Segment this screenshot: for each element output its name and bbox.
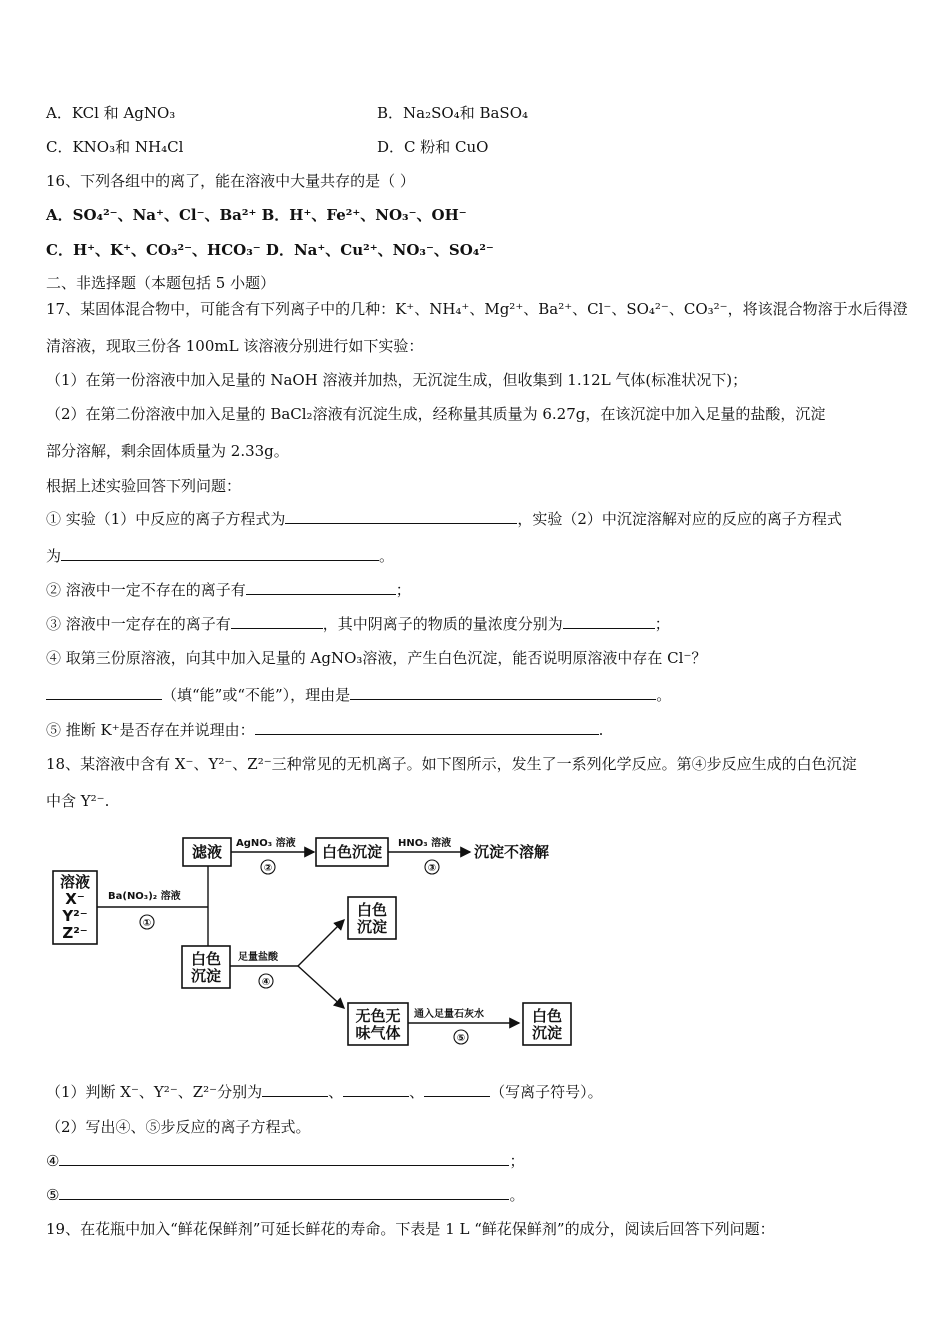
white-precipitate-3-line-1: 白色 [356, 901, 388, 919]
q16-stem: 16、下列各组中的离了，能在溶液中大量共存的是（ ） [46, 172, 415, 190]
reagent-3-label: HNO₃ 溶液 [398, 838, 452, 849]
reagent-1-label: Ba(NO₃)₂ 溶液 [108, 891, 181, 902]
q17-sub-5-end: . [598, 721, 604, 739]
q18-eq-4-end: ； [509, 1152, 525, 1170]
gas-line-1: 无色无 [355, 1007, 401, 1025]
q18-part-1 [46, 1082, 910, 1102]
q17-stem-line-1: 17、某固体混合物中，可能含有下列离子中的几种：K⁺、NH₄⁺、Mg²⁺、Ba²⁺、Cl⁻、SO₄²⁻、CO₃²⁻，将该混合物溶于水后得澄 [46, 300, 908, 318]
arrow-to-gas [298, 966, 344, 1008]
q17-experiment-1: （1）在第一份溶液中加入足量的 NaOH 溶液并加热，无沉淀生成，但收集到 1.12L 气体(标准状况下)； [46, 371, 748, 389]
q18-eq-4-blank[interactable] [59, 1151, 509, 1166]
arrow-to-white-precipitate-3 [298, 920, 344, 966]
white-precipitate-2-line-2: 沉淀 [190, 967, 222, 985]
q18-eq-5-end: 。 [509, 1186, 525, 1204]
white-precipitate-4-line-1: 白色 [531, 1007, 563, 1025]
solution-label: 溶液 [59, 873, 91, 891]
q18-eq-5 [46, 1185, 910, 1205]
q16-options-row-2: C．H⁺、K⁺、CO₃²⁻、HCO₃⁻ D．Na⁺、Cu²⁺、NO₃⁻、SO₄²⁻ [46, 241, 494, 259]
q17-sub-3-middle: ，其中阴离子的物质的量浓度分别为 [322, 615, 563, 633]
q18-eq-4-label: ④ [46, 1152, 60, 1170]
q18-blank-x[interactable] [262, 1082, 328, 1097]
q17-stem-line-2: 清溶液，现取三份各 100mL 该溶液分别进行如下实验： [46, 337, 424, 355]
q17-sub-3-prefix: ③ 溶液中一定存在的离子有 [46, 615, 231, 633]
step-1-number: ① [142, 918, 152, 929]
q17-sub-1-cont-prefix: 为 [46, 547, 62, 565]
step-5-number: ⑤ [456, 1033, 466, 1044]
q17-sub-1-prefix: ① 实验（1）中反应的离子方程式为 [46, 510, 286, 528]
q15-option-c: C．KNO₃和 NH₄Cl [46, 138, 184, 156]
q18-sep-1: 、 [328, 1083, 344, 1101]
step-3-number: ③ [427, 863, 437, 874]
q16-options-row-1: A．SO₄²⁻、Na⁺、Cl⁻、Ba²⁺ B．H⁺、Fe²⁺、NO₃⁻、OH⁻ [46, 206, 467, 224]
solution-ion-y: Y²⁻ [62, 907, 88, 925]
q17-sub-5-prefix: ⑤ 推断 K⁺是否存在并说理由： [46, 721, 255, 739]
precipitate-insoluble-label: 沉淀不溶解 [474, 843, 550, 861]
gas-line-2: 味气体 [355, 1024, 401, 1042]
q18-stem-line-1: 18、某溶液中含有 X⁻、Y²⁻、Z²⁻三种常见的无机离子。如下图所示，发生了一系列化学反应。第④步反应生成的白色沉淀 [46, 755, 857, 773]
step-2-number: ② [263, 863, 273, 874]
q17-sub-3-end: ； [654, 615, 670, 633]
q18-eq-5-label: ⑤ [46, 1186, 60, 1204]
q18-part-1-end: （写离子符号）。 [490, 1083, 603, 1101]
reagent-4-label: 足量盐酸 [238, 952, 278, 963]
q17-sub-2-end: ； [395, 581, 411, 599]
q17-sub-2-prefix: ② 溶液中一定不存在的离子有 [46, 581, 246, 599]
q17-intro: 根据上述实验回答下列问题： [46, 477, 242, 495]
q18-blank-z[interactable] [424, 1082, 490, 1097]
q18-blank-y[interactable] [343, 1082, 409, 1097]
q15-option-b: B．Na₂SO₄和 BaSO₄ [377, 104, 529, 122]
q18-part-1-prefix: （1）判断 X⁻、Y²⁻、Z²⁻分别为 [46, 1083, 263, 1101]
filtrate-label: 滤液 [191, 843, 223, 861]
q18-eq-4 [46, 1151, 910, 1171]
section-heading: 二、非选择题（本题包括 5 小题） [46, 274, 276, 292]
q17-sub-4-cont-end: 。 [656, 686, 672, 704]
q17-sub-4-cont-middle: （填“能”或“不能”），理由是 [162, 686, 351, 704]
reagent-2-label: AgNO₃ 溶液 [236, 838, 296, 849]
solution-ion-x: X⁻ [65, 890, 85, 908]
solution-ion-z: Z²⁻ [62, 924, 88, 942]
q17-sub-1-cont-end: 。 [379, 547, 395, 565]
reagent-5-label: 通入足量石灰水 [414, 1009, 484, 1020]
q17-sub-1-middle: ，实验（2）中沉淀溶解对应的反应的离子方程式 [517, 510, 842, 528]
step-4-number: ④ [261, 977, 271, 988]
q17-experiment-2-line-1: （2）在第二份溶液中加入足量的 BaCl₂溶液有沉淀生成，经称量其质量为 6.27g，在该沉淀中加入足量的盐酸，沉淀 [46, 405, 826, 423]
q15-option-d: D．C 粉和 CuO [377, 138, 489, 156]
white-precipitate-4-line-2: 沉淀 [531, 1024, 563, 1042]
q18-part-2: （2）写出④、⑤步反应的离子方程式。 [46, 1118, 311, 1136]
q18-eq-5-blank[interactable] [59, 1185, 509, 1200]
q15-option-a: A．KCl 和 AgNO₃ [46, 104, 176, 122]
q18-stem-line-2: 中含 Y²⁻. [46, 792, 110, 810]
white-precipitate-2-line-1: 白色 [190, 950, 222, 968]
white-precipitate-3-line-2: 沉淀 [356, 918, 388, 936]
q17-sub-4: ④ 取第三份原溶液，向其中加入足量的 AgNO₃溶液，产生白色沉淀，能否说明原溶液中存在 Cl⁻？ [46, 649, 707, 667]
white-precipitate-1-label: 白色沉淀 [321, 843, 383, 861]
q18-sep-2: 、 [409, 1083, 425, 1101]
q19-stem: 19、在花瓶中加入“鲜花保鲜剂”可延长鲜花的寿命。下表是 1 L “鲜花保鲜剂”的成分，阅读后回答下列问题： [46, 1220, 775, 1238]
q17-experiment-2-line-2: 部分溶解，剩余固体质量为 2.33g。 [46, 442, 289, 460]
